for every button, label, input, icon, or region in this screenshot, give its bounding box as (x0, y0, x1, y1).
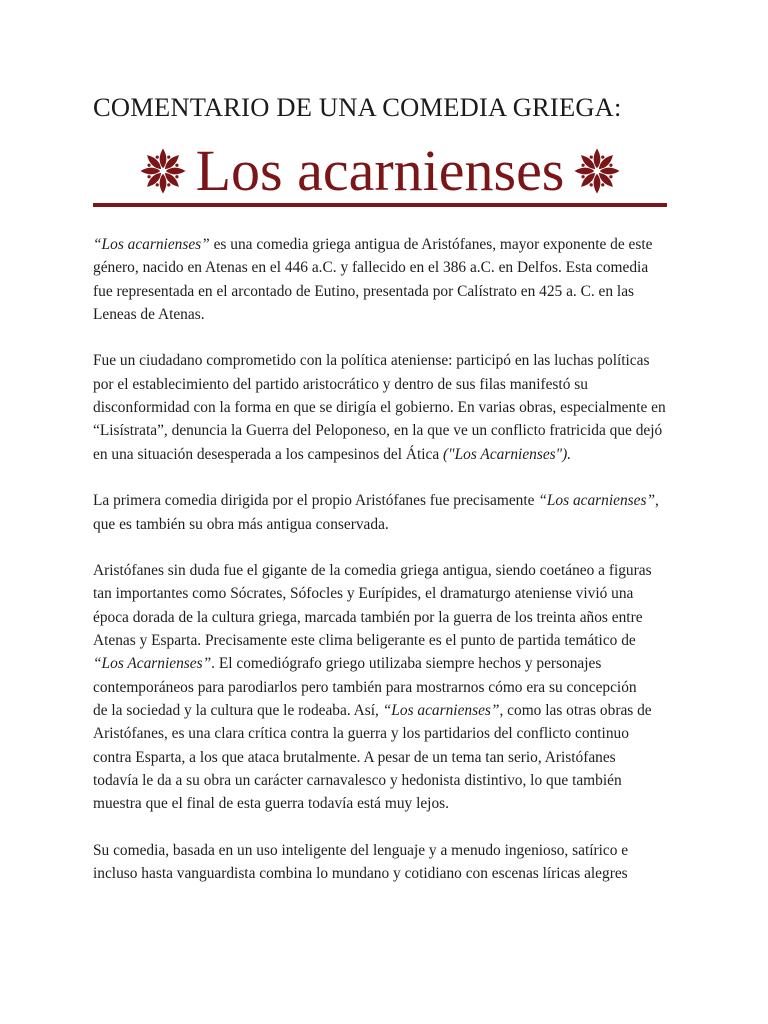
italic-text-run: “Los acarnienses” (538, 492, 656, 510)
italic-text-run: “Los acarnienses” (93, 236, 210, 253)
text-line (93, 280, 683, 303)
text-line (93, 582, 683, 605)
text-run: género, nacido en Atenas en el 446 a.C. y fallecido en el 386 a.C. en Delfos. Esta comedia (93, 259, 649, 277)
text-line (93, 489, 683, 512)
text-line (93, 652, 683, 675)
text-line (93, 233, 683, 256)
italic-text-run: “Los Acarnienses” (93, 655, 212, 673)
document-body (93, 233, 683, 909)
text-run: Atenas y Esparta. Precisamente este clima beligerante es el punto de partida temático de (93, 632, 636, 650)
asterisk-flourish-icon (136, 144, 190, 198)
text-run: disconformidad con la forma en que se dirigía el gobierno. En varias obras, especialmente en (93, 399, 666, 417)
document-title: Los acarnienses (195, 138, 565, 203)
text-run: que es también su obra más antigua conservada. (93, 515, 389, 533)
text-run: contra Esparta, a los que ataca brutalmente. A pesar de un tema tan serio, Aristófanes (93, 748, 616, 766)
text-line (93, 256, 683, 279)
text-run: fue representada en el arcontado de Eutino, presentada por Calístrato en 425 a. C. en las (93, 282, 635, 300)
text-run: muestra que el final de esta guerra todavía está muy lejos. (93, 795, 449, 813)
text-run: en una situación desesperada a los campesinos del Ática (93, 445, 444, 463)
text-line (93, 746, 683, 769)
text-line (93, 792, 683, 815)
text-line (93, 396, 683, 419)
text-line (93, 419, 683, 442)
text-line (93, 349, 683, 372)
body-paragraph (93, 559, 683, 815)
text-line (93, 559, 683, 582)
text-run: , como las otras obras de (499, 701, 652, 719)
text-run: La primera comedia dirigida por el propio Aristófanes fue precisamente (93, 492, 539, 510)
document-heading: COMENTARIO DE UNA COMEDIA GRIEGA: (93, 92, 622, 122)
body-paragraph (93, 233, 683, 326)
text-run: contemporáneos para parodiarlos pero también para mostrarnos cómo era su concepción (93, 678, 637, 696)
italic-text-run: ("Los Acarnienses"). (443, 445, 572, 463)
text-run: es una comedia griega antigua de Aristófanes, mayor exponente de este (209, 236, 653, 253)
italic-text-run: “Los acarnienses” (382, 701, 500, 719)
text-run: Leneas de Atenas. (93, 305, 205, 323)
text-run: Aristófanes sin duda fue el gigante de la comedia griega antigua, siendo coetáneo a figuras (93, 562, 652, 580)
text-line (93, 862, 683, 885)
text-run: por el establecimiento del partido aristocrático y dentro de sus filas manifestó su (93, 375, 588, 393)
title-row (93, 139, 667, 203)
text-line (93, 629, 683, 652)
text-run: todavía le da a su obra un carácter carnavalesco y hedonista distintivo, lo que también (93, 771, 622, 789)
text-line (93, 606, 683, 629)
text-run: “Lisístrata”, denuncia la Guerra del Peloponeso, en la que ve un conflicto fratricida que dejó (93, 422, 663, 440)
text-line (93, 839, 683, 862)
text-run: de la sociedad y la cultura que le rodeaba. Así, (93, 701, 383, 719)
text-run: . El comediógrafo griego utilizaba siempre hechos y personajes (211, 655, 602, 673)
text-line (93, 699, 683, 722)
body-paragraph (93, 349, 683, 465)
title-underline-rule (93, 203, 667, 207)
text-line (93, 722, 683, 745)
asterisk-flourish-icon (570, 144, 624, 198)
text-line (93, 443, 683, 466)
body-paragraph (93, 839, 683, 886)
text-run: Fue un ciudadano comprometido con la política ateniense: participó en las luchas políticas (93, 352, 650, 370)
text-run: Aristófanes, es una clara crítica contra la guerra y los partidarios del conflicto continuo (93, 725, 629, 743)
text-run: incluso hasta vanguardista combina lo mundano y cotidiano con escenas líricas alegres (93, 865, 628, 883)
body-paragraph (93, 489, 683, 536)
text-run: Su comedia, basada en un uso inteligente del lenguaje y a menudo ingenioso, satírico e (93, 841, 629, 859)
text-line (93, 513, 683, 536)
text-line (93, 769, 683, 792)
text-run: tan importantes como Sócrates, Sófocles y Eurípides, el dramaturgo ateniense vivió una (93, 585, 634, 603)
text-line (93, 303, 683, 326)
text-run: , (655, 492, 659, 510)
text-line (93, 373, 683, 396)
text-line (93, 676, 683, 699)
text-run: época dorada de la cultura griega, marcada también por la guerra de los treinta años entre (93, 608, 643, 626)
